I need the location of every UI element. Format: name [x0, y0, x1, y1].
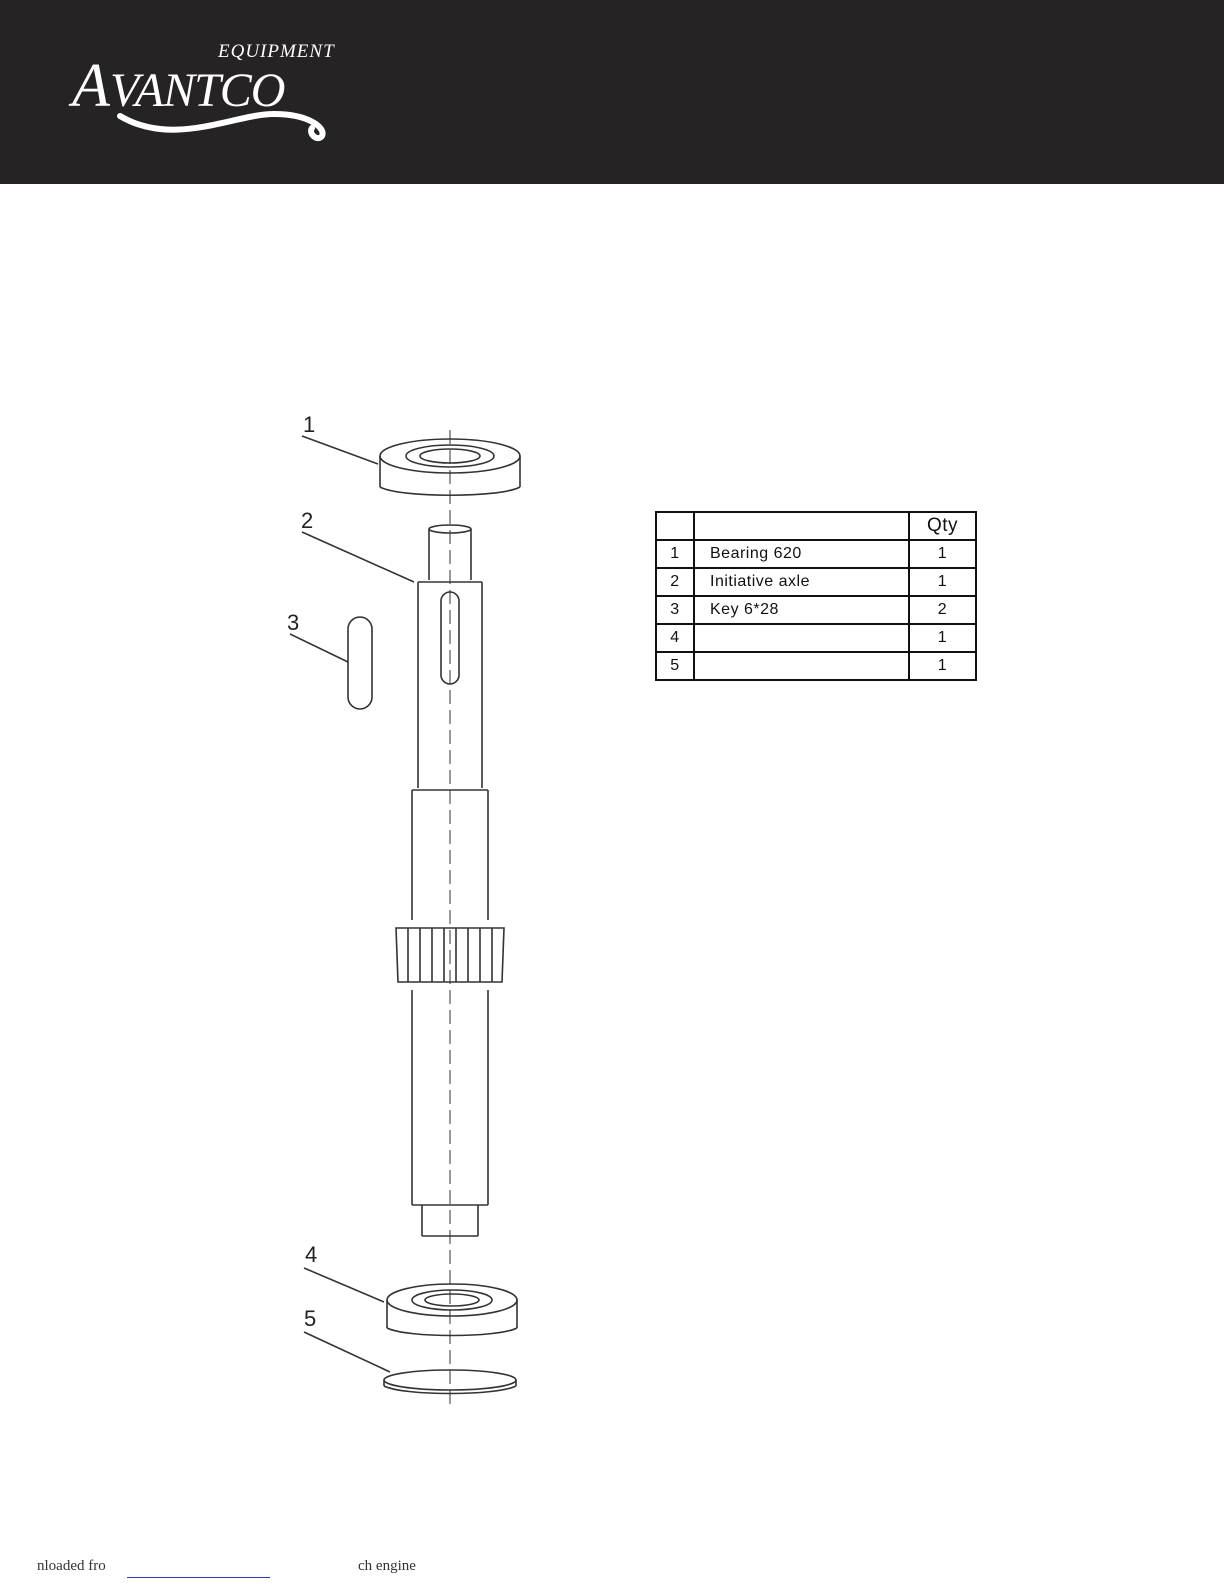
part-description: Key 6*28: [694, 596, 909, 624]
svg-text:EQUIPMENT: EQUIPMENT: [218, 41, 335, 62]
footer-right-text: ch engine: [358, 1558, 416, 1574]
callout-5: 5: [304, 1306, 317, 1331]
exploded-parts-diagram: [270, 400, 570, 1440]
part-description: [694, 624, 909, 652]
part-qty: 1: [909, 568, 976, 596]
callout-2: 2: [301, 508, 314, 533]
header-description: [694, 512, 909, 540]
part-description: Bearing 620: [694, 540, 909, 568]
table-row: [656, 596, 976, 624]
leader-line-1: [302, 436, 378, 464]
parts-table: [655, 511, 977, 681]
part-description: [694, 652, 909, 680]
part-qty: 2: [909, 596, 976, 624]
part-no: 3: [656, 596, 694, 624]
callout-3: 3: [287, 610, 300, 635]
callout-4: 4: [305, 1242, 318, 1267]
leader-line-3: [290, 634, 348, 662]
callout-1: 1: [303, 412, 316, 437]
footer-left-text: nloaded fro: [37, 1558, 106, 1574]
part-qty: 1: [909, 540, 976, 568]
leader-line-5: [304, 1332, 390, 1372]
table-row: [656, 568, 976, 596]
key-6x28: [348, 617, 372, 709]
avantco-logo: [64, 30, 354, 150]
header-band: [0, 0, 1224, 184]
bearing-620-bottom: [387, 1284, 517, 1336]
table-row: [656, 540, 976, 568]
part-description: Initiative axle: [694, 568, 909, 596]
part-no: 4: [656, 624, 694, 652]
part-qty: 1: [909, 624, 976, 652]
table-row: [656, 624, 976, 652]
table-header-row: [656, 512, 976, 540]
footer-link[interactable]: [127, 1577, 270, 1578]
table-row: [656, 652, 976, 680]
header-no: [656, 512, 694, 540]
leader-line-2: [302, 532, 414, 582]
part-no: 2: [656, 568, 694, 596]
bearing-620-top: [380, 439, 520, 495]
svg-text:A: A: [72, 52, 110, 120]
header-qty: Qty: [909, 512, 976, 540]
part-qty: 1: [909, 652, 976, 680]
svg-text:VANTCO: VANTCO: [110, 64, 285, 117]
part-no: 1: [656, 540, 694, 568]
part-no: 5: [656, 652, 694, 680]
leader-line-4: [304, 1268, 384, 1302]
